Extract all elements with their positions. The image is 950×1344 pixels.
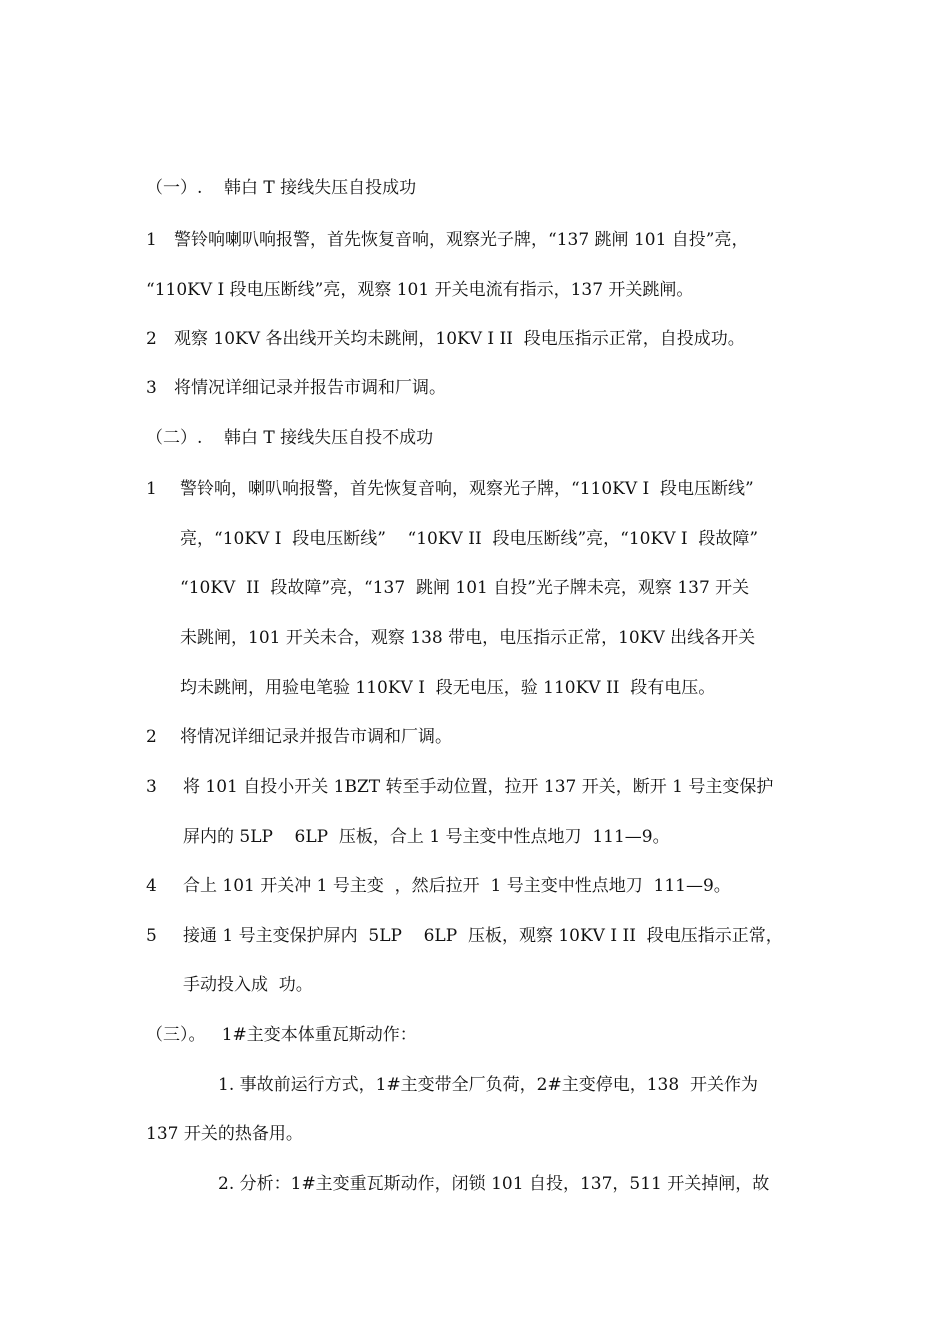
item-text-line: 警铃响，喇叭响报警，首先恢复音响，观察光子牌，“110KV I 段电压断线” bbox=[180, 479, 754, 499]
item-text-line: 亮，“10KV I 段电压断线” “10KV II 段电压断线”亮，“10KV I 段故障” bbox=[180, 529, 759, 549]
item-text-line: 未跳闸，101 开关未合，观察 138 带电，电压指示正常，10KV 出线各开关 bbox=[180, 628, 756, 648]
item-number: 3 bbox=[146, 378, 157, 398]
item-text-line: 将 101 自投小开关 1BZT 转至手动位置，拉开 137 开关，断开 1 号主变保护 bbox=[183, 777, 774, 797]
item-text-line: 手动投入成 功。 bbox=[183, 975, 313, 995]
item-text-line: “110KV I 段电压断线”亮，观察 101 开关电流有指示，137 开关跳闸。 bbox=[146, 280, 694, 300]
item-number: 4 bbox=[146, 876, 157, 896]
item-text-line: 将情况详细记录并报告市调和厂调。 bbox=[174, 378, 446, 398]
section-heading-3: （三）。 1#主变本体重瓦斯动作： bbox=[146, 1025, 417, 1045]
item-number: 2 bbox=[146, 727, 157, 747]
item-number: 5 bbox=[146, 926, 157, 946]
item-number: 1 bbox=[146, 479, 157, 499]
paragraph-line: 1. 事故前运行方式，1#主变带全厂负荷，2#主变停电，138 开关作为 bbox=[218, 1075, 758, 1095]
item-number: 1 bbox=[146, 230, 157, 250]
item-text-line: 接通 1 号主变保护屏内 5LP 6LP 压板，观察 10KV I II 段电压指示正常， bbox=[183, 926, 783, 946]
paragraph-line: 2. 分析：1#主变重瓦斯动作，闭锁 101 自投，137，511 开关掉闸，故 bbox=[218, 1174, 770, 1194]
item-text-line: 观察 10KV 各出线开关均未跳闸，10KV I II 段电压指示正常，自投成功。 bbox=[174, 329, 745, 349]
item-text-line: “10KV II 段故障”亮，“137 跳闸 101 自投”光子牌未亮，观察 137 开关 bbox=[180, 578, 750, 598]
item-text-line: 屏内的 5LP 6LP 压板，合上 1 号主变中性点地刀 111—9。 bbox=[183, 827, 670, 847]
item-text-line: 合上 101 开关冲 1 号主变 ，然后拉开 1 号主变中性点地刀 111—9。 bbox=[183, 876, 731, 896]
item-text-line: 将情况详细记录并报告市调和厂调。 bbox=[180, 727, 452, 747]
item-number: 2 bbox=[146, 329, 157, 349]
section-heading-2: （二）. 韩白 T 接线失压自投不成功 bbox=[146, 428, 434, 448]
paragraph-line: 137 开关的热备用。 bbox=[146, 1124, 303, 1144]
section-heading-1: （一）. 韩白 T 接线失压自投成功 bbox=[146, 178, 417, 198]
item-number: 3 bbox=[146, 777, 157, 797]
item-text-line: 警铃响喇叭响报警，首先恢复音响，观察光子牌，“137 跳闸 101 自投”亮， bbox=[174, 230, 749, 250]
item-text-line: 均未跳闸，用验电笔验 110KV I 段无电压，验 110KV II 段有电压。 bbox=[180, 678, 716, 698]
